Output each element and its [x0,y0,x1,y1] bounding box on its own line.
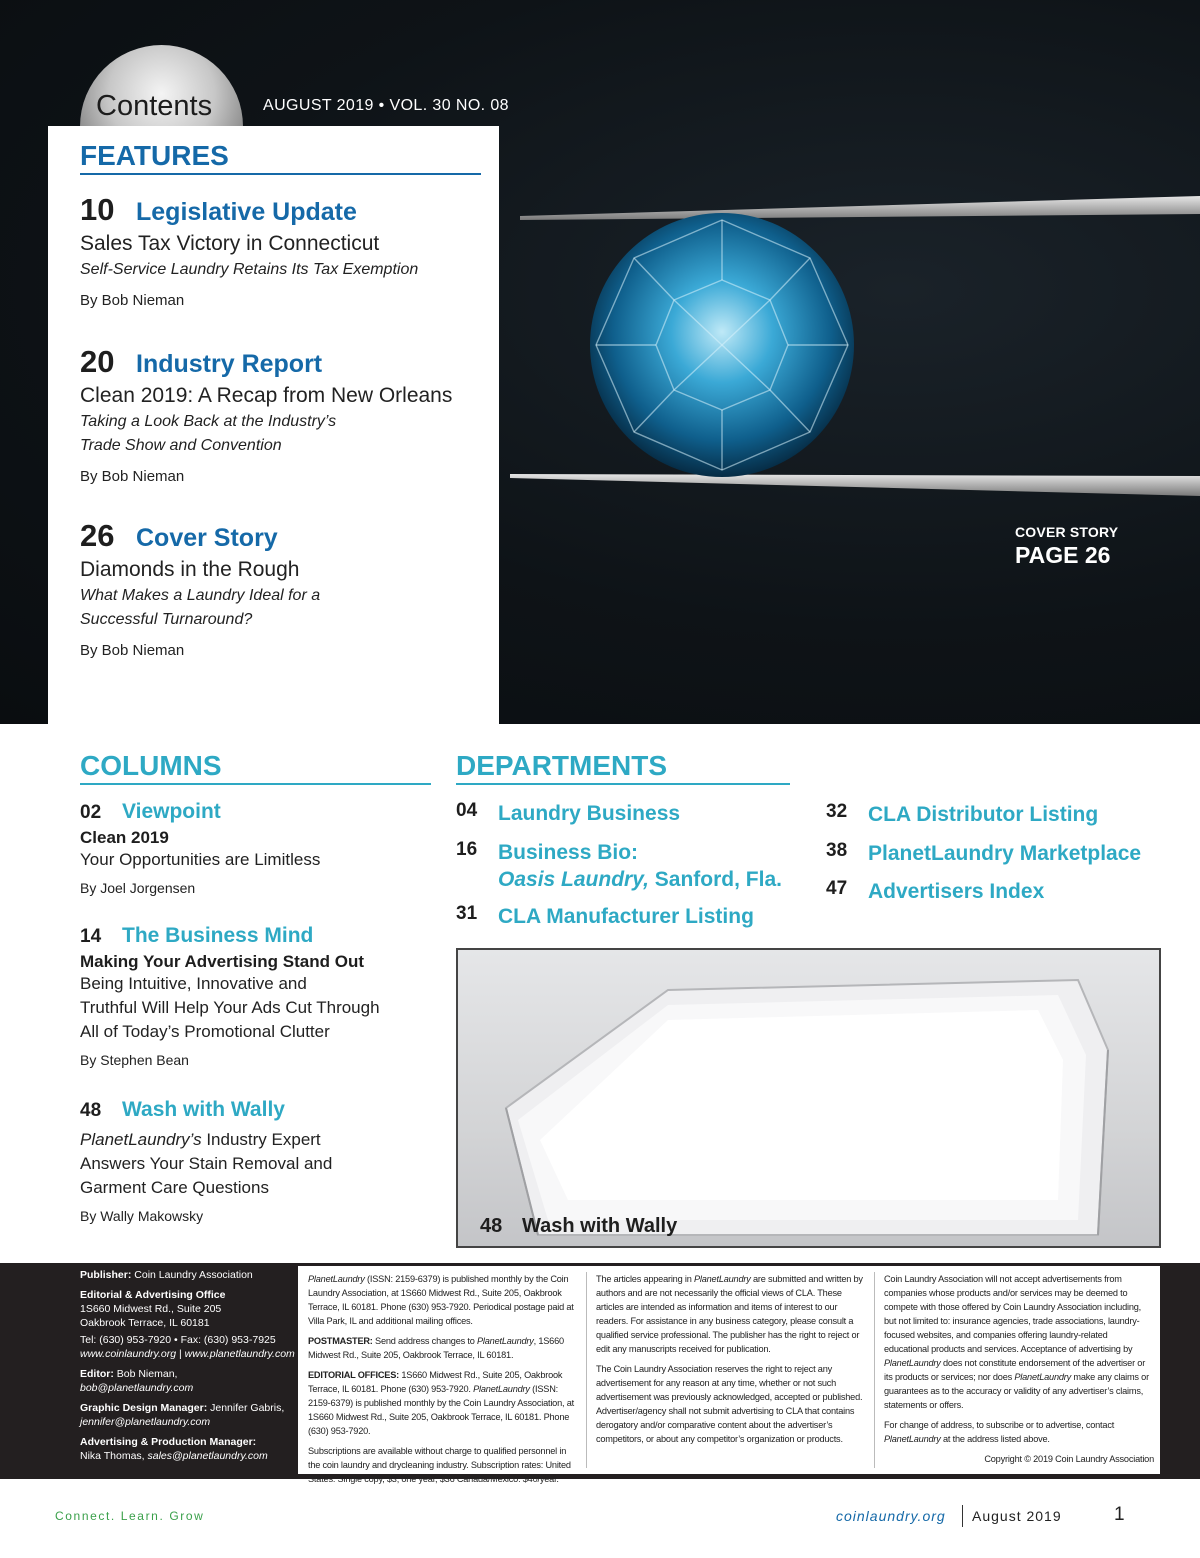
feature-byline: By Bob Nieman [80,642,185,659]
department-item[interactable] [826,801,1098,828]
department-page-number: 32 [826,801,848,822]
dryer-sheets-image [458,950,1161,1248]
cover-note-label: COVER STORY [1015,524,1119,540]
feature-subtitle-line: What Makes a Laundry Ideal for a [80,587,321,604]
footer-divider [962,1505,963,1527]
cover-note-page: PAGE 26 [1015,542,1111,568]
column-page-number: 48 [80,1100,102,1121]
department-label[interactable] [498,839,782,893]
column-page-number: 02 [80,802,102,823]
website-separator: | [176,1348,185,1360]
columns-heading: COLUMNS [80,750,431,785]
department-page-number: 04 [456,800,478,821]
fine-print-text: For change of address, to subscribe or to advertise, contact [884,1420,1115,1430]
fine-print-column-1 [308,1272,578,1492]
fine-print-italic: PlanetLaundry [884,1358,941,1368]
advertising-label: Advertising & Production Manager: [80,1436,257,1448]
feature-page-number: 26 [80,518,115,553]
page-number: 1 [1114,1504,1125,1525]
column-description [80,1128,430,1200]
fine-print-italic: PlanetLaundry [476,1336,534,1346]
features-heading: FEATURES [80,140,481,175]
feature-item[interactable] [80,344,490,485]
photo-caption-number: 48 [480,1215,503,1237]
feature-subtitle: Self-Service Laundry Retains Its Tax Exemption [80,261,419,278]
footer-tagline: Connect. Learn. Grow [55,1509,205,1523]
department-item[interactable] [826,840,1141,867]
department-item[interactable] [456,839,782,893]
fine-print-italic: PlanetLaundry [473,1384,530,1394]
feature-byline: By Bob Nieman [80,292,185,309]
fine-print-italic: PlanetLaundry [308,1274,365,1284]
fine-print-text: Coin Laundry Association will not accept advertisements from companies whose products and/or services may be deemed to compete with those offered by Coin Laundry Association including, but not limited to: insurance agencies, trade associations, laundry-focused websites, and companies offering laundry-related educational products and services. Acceptance of advertising by [884,1274,1142,1354]
fine-print-label: EDITORIAL OFFICES: [308,1370,400,1380]
feature-page-number: 20 [80,344,115,379]
column-description-line: Answers Your Stain Removal and [80,1154,333,1173]
feature-title: Sales Tax Victory in Connecticut [80,232,380,255]
fine-print-text: make any claims or guarantees as to the accuracy or validity of any advertiser’s claims, statements or offers. [884,1372,1149,1410]
copyright-notice: Copyright © 2019 Coin Laundry Association [984,1454,1154,1464]
department-label[interactable]: Laundry Business [498,802,681,825]
column-byline: By Wally Makowsky [80,1208,204,1224]
fine-print-text: Subscriptions are available without charge to qualified personnel in the coin laundry and drycleaning industry. Subscription rates: United States: Single copy, $3; one year, $36 Canada/Mexico: $40/year. [308,1446,571,1484]
feature-title: Clean 2019: A Recap from New Orleans [80,384,453,407]
feature-item[interactable] [80,192,490,309]
department-label-line: Business Bio: [498,841,639,864]
department-page-number: 16 [456,839,478,860]
features-panel [48,126,499,724]
fine-print-text: (ISSN: 2159-6379) is published monthly by the Coin Laundry Association, at 1S660 Midwest Rd., Suite 205, Oakbrook Terrace, IL 60181. Phone (630) 953-7920. Periodical postage paid at Villa Park, IL and additional mailing offices. [308,1274,574,1326]
column-category[interactable]: Viewpoint [122,800,221,823]
fine-print-column-2 [596,1272,864,1452]
fine-print-divider [874,1272,875,1468]
fine-print-text: The articles appearing in [596,1274,694,1284]
department-label-rest: Sanford, Fla. [648,868,782,891]
publisher-name: Coin Laundry Association [134,1269,253,1281]
department-page-number: 47 [826,878,848,899]
feature-subtitle-line: Trade Show and Convention [80,437,282,454]
cover-story-note [1015,524,1118,569]
department-item[interactable] [456,800,680,827]
column-item[interactable] [80,1098,430,1224]
column-description-line: All of Today’s Promotional Clutter [80,1022,330,1041]
fine-print-italic: PlanetLaundry [884,1434,941,1444]
column-item[interactable] [80,800,430,896]
fine-print-column-3 [884,1272,1154,1472]
feature-title: Diamonds in the Rough [80,558,300,581]
column-description-italic: PlanetLaundry’s [80,1130,202,1149]
column-item[interactable] [80,924,430,1068]
feature-subtitle-line: Successful Turnaround? [80,611,253,628]
column-headline: Clean 2019 [80,828,169,847]
fine-print-text: are submitted and written by authors and are not necessarily the official views of CLA. These articles are intended as information and items of interest to our readers. For assistance in any business category, please consult a qualified service professional. The publisher has the right to reject or edit any manuscripts received for publication. [596,1274,863,1354]
photo-caption [480,1215,677,1238]
office-address-line: 1S660 Midwest Rd., Suite 205 [80,1303,222,1315]
department-page-number: 38 [826,840,848,861]
feature-subtitle [80,584,490,632]
contents-label: Contents [96,90,213,122]
dryer-sheets-photo [456,948,1161,1248]
column-byline: By Joel Jorgensen [80,880,196,896]
design-name: Jennifer Gabris, [210,1402,285,1414]
editor-label: Editor: [80,1368,114,1380]
publisher-label: Publisher: [80,1269,132,1281]
column-headline: Making Your Advertising Stand Out [80,952,364,971]
issue-info: AUGUST 2019 • VOL. 30 NO. 08 [263,97,509,114]
feature-category[interactable]: Industry Report [136,350,323,378]
editor-name: Bob Nieman, [116,1368,178,1380]
footer-website-link[interactable]: coinlaundry.org [836,1508,946,1524]
feature-page-number: 10 [80,192,115,227]
column-description-line: Being Intuitive, Innovative and [80,974,307,993]
footer-issue-date: August 2019 [972,1508,1062,1524]
website-link[interactable]: www.coinlaundry.org [80,1348,177,1360]
column-description-line: Truthful Will Help Your Ads Cut Through [80,998,380,1017]
feature-category[interactable]: Legislative Update [136,198,357,226]
column-page-number: 14 [80,926,102,947]
department-page-number: 31 [456,903,478,924]
department-item[interactable] [826,878,1044,905]
photo-caption-text: Wash with Wally [522,1215,678,1237]
departments-heading: DEPARTMENTS [456,750,790,785]
fine-print-text: does not constitute endorsement of the advertiser or its products or services; nor does [884,1358,1146,1382]
fine-print-text: , 1S660 Midwest Rd., Suite 205, Oakbrook Terrace, IL 60181. [308,1336,564,1360]
column-description-line: Garment Care Questions [80,1178,269,1197]
advertising-name: Nika Thomas, [80,1450,148,1462]
department-label[interactable]: Advertisers Index [868,880,1045,903]
fine-print-label: POSTMASTER: [308,1336,373,1346]
column-description [80,972,430,1044]
advertising-email[interactable]: sales@planetlaundry.com [147,1450,268,1462]
masthead-staff [80,1268,300,1469]
feature-item[interactable] [80,518,490,659]
feature-byline: By Bob Nieman [80,468,185,485]
fine-print-text: The Coin Laundry Association reserves the right to reject any advertisement for any reason at any time, whether or not such advertisement was previously acknowledged, accepted or published. Advertiser/agency shall not submit advertising to CLA that contains derogatory and/or comparative content about the advertiser’s competitors, or about any competitor’s organization or products. [596,1364,863,1444]
office-phones: Tel: (630) 953-7920 • Fax: (630) 953-7925 [80,1334,276,1346]
editor-email[interactable]: bob@planetlaundry.com [80,1382,194,1394]
column-description: Your Opportunities are Limitless [80,850,321,869]
department-label[interactable]: CLA Distributor Listing [868,803,1099,826]
office-address-line: Oakbrook Terrace, IL 60181 [80,1317,210,1329]
design-email[interactable]: jennifer@planetlaundry.com [80,1416,211,1428]
column-category[interactable]: Wash with Wally [122,1098,285,1121]
department-item[interactable] [456,903,754,930]
column-description-line: Industry Expert [201,1130,321,1149]
feature-subtitle-line: Taking a Look Back at the Industry’s [80,413,337,430]
department-label-italic: Oasis Laundry, [498,868,649,891]
fine-print-text: Send address changes to [372,1336,477,1346]
department-label[interactable]: CLA Manufacturer Listing [498,905,754,928]
feature-subtitle [80,410,490,458]
feature-category[interactable]: Cover Story [136,524,278,552]
diamond-in-tweezers-image [470,180,1200,510]
website-link[interactable]: www.planetlaundry.com [184,1348,295,1360]
column-category[interactable]: The Business Mind [122,924,314,947]
fine-print-text: 1S660 Midwest Rd., Suite 205, Oakbrook Terrace, IL 60181. Phone (630) 953-7920. [308,1370,563,1394]
fine-print-text: (ISSN: 2159-6379) is published monthly by the Coin Laundry Association, at 1S660 Midwest Rd., Suite 205, Oakbrook Terrace, IL 60181. Phone (630) 953-7920. [308,1384,574,1436]
fine-print-text: at the address listed above. [940,1434,1050,1444]
fine-print-divider [586,1272,587,1468]
department-label[interactable]: PlanetLaundry Marketplace [868,842,1142,865]
fine-print-italic: PlanetLaundry [693,1274,751,1284]
fine-print-italic: PlanetLaundry [1014,1372,1072,1382]
design-label: Graphic Design Manager: [80,1402,208,1414]
office-label: Editorial & Advertising Office [80,1289,226,1301]
column-byline: By Stephen Bean [80,1052,189,1068]
